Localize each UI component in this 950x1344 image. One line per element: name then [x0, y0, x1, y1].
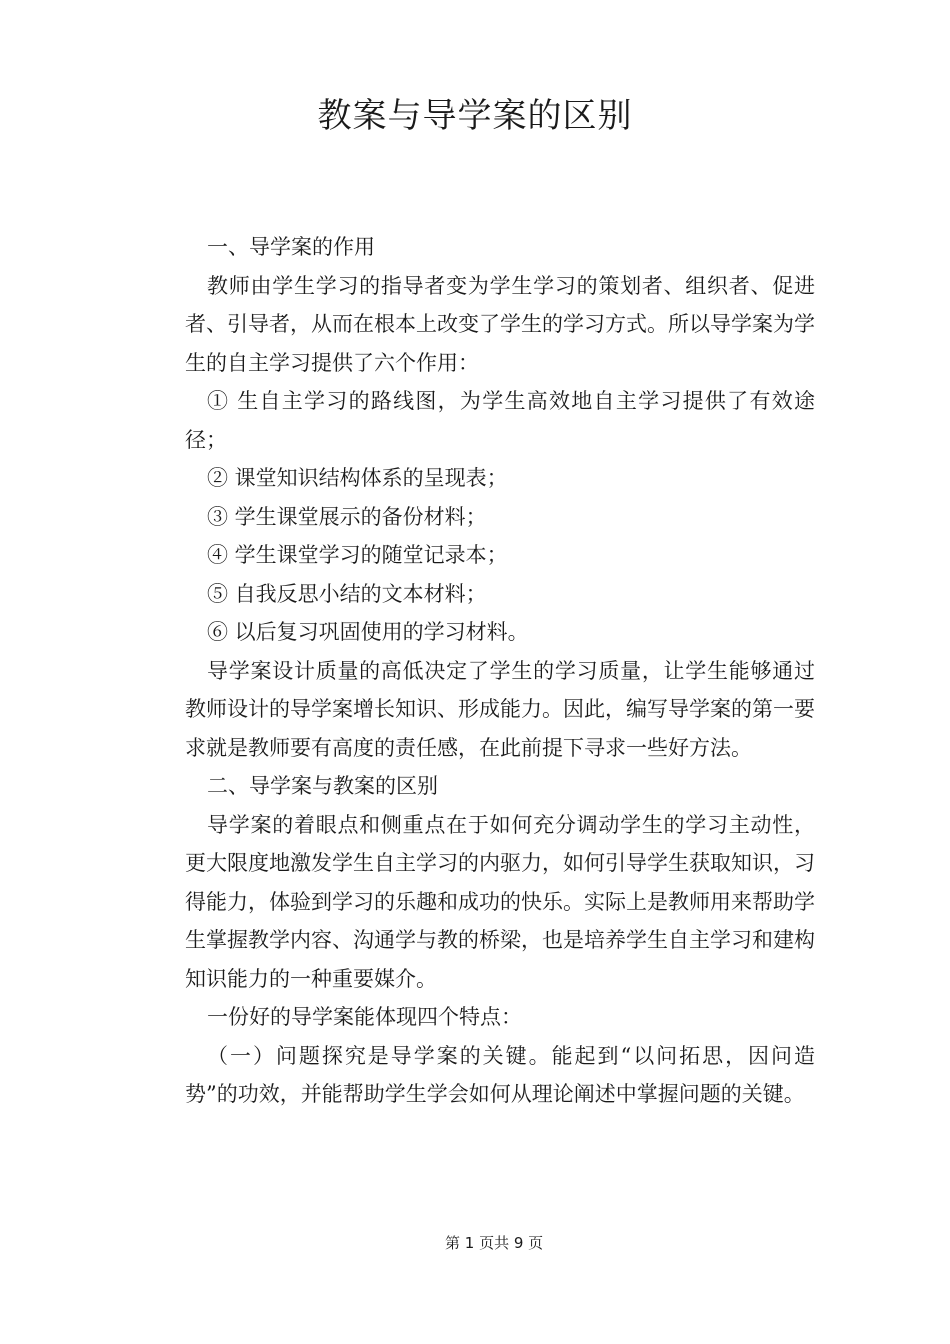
list-item-3: ③ 学生课堂展示的备份材料； [207, 504, 487, 529]
section-heading-2: 二、导学案与教案的区别 [207, 774, 438, 798]
page-number: 第 1 页共 9 页 [445, 1234, 544, 1252]
list-item-2: ② 课堂知识结构体系的呈现表； [207, 466, 508, 490]
paragraph-feature-1: （一）问题探究是导学案的关键。能起到“以问拓思，因问造势”的功效，并能帮助学生学会如何从理论阐述中掌握问题的关键。 [185, 1043, 815, 1106]
section-heading-1: 一、导学案的作用 [207, 235, 375, 259]
document-title: 教案与导学案的区别 [317, 96, 633, 136]
list-item-1: ① 生自主学习的路线图，为学生高效地自主学习提供了有效途径； [185, 389, 815, 452]
paragraph-intro: 教师由学生学习的指导者变为学生学习的策划者、组织者、促进者、引导者，从而在根本上改变了学生的学习方式。所以导学案为学生的自主学习提供了六个作用： [185, 273, 815, 375]
list-item-5: ⑤ 自我反思小结的文本材料； [207, 581, 487, 606]
paragraph-features: 一份好的导学案能体现四个特点： [207, 1005, 522, 1029]
list-item-6: ⑥ 以后复习巩固使用的学习材料。 [207, 620, 529, 644]
list-item-4: ④ 学生课堂学习的随堂记录本； [207, 543, 508, 567]
paragraph-quality: 导学案设计质量的高低决定了学生的学习质量，让学生能够通过教师设计的导学案增长知识、形成能力。因此，编写导学案的第一要求就是教师要有高度的责任感，在此前提下寻求一些好方法。 [185, 658, 815, 760]
paragraph-focus: 导学案的着眼点和侧重点在于如何充分调动学生的学习主动性，更大限度地激发学生自主学习的内驱力，如何引导学生获取知识，习得能力，体验到学习的乐趣和成功的快乐。实际上是教师用来帮助学生掌握教学内容、沟通学与教的桥梁，也是培养学生自主学习和建构知识能力的一种重要媒介。 [185, 812, 815, 991]
document-body [185, 228, 815, 1114]
